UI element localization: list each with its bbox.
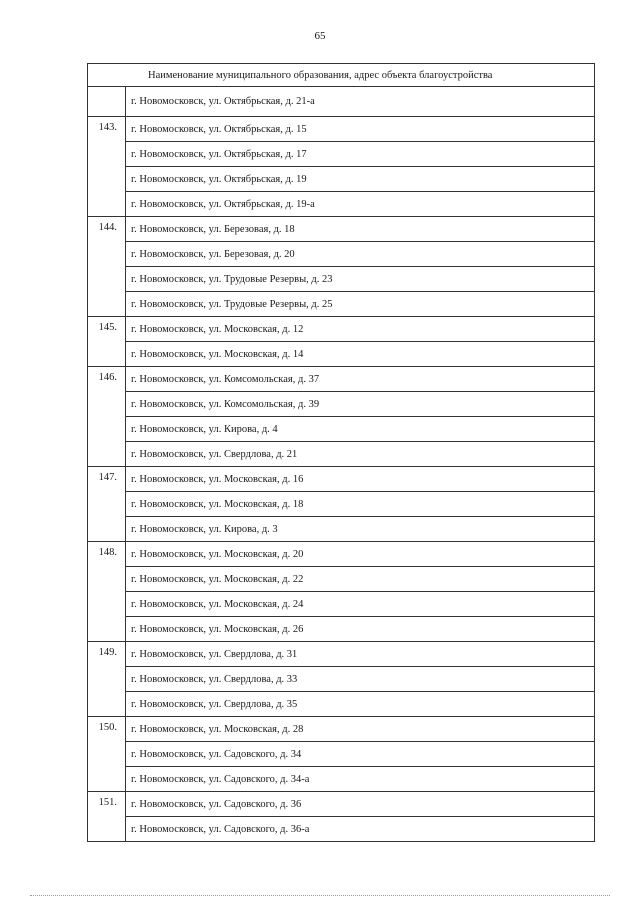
address-cell: г. Новомосковск, ул. Кирова, д. 4	[126, 417, 595, 442]
table-header: Наименование муниципального образования, адрес объекта благоустройства	[88, 64, 595, 87]
address-cell: г. Новомосковск, ул. Московская, д. 22	[126, 567, 595, 592]
table-row	[88, 367, 595, 392]
table-row	[88, 542, 595, 567]
table-row	[88, 417, 595, 442]
table-row	[88, 467, 595, 492]
page-number: 65	[314, 30, 326, 42]
item-number: 146.	[88, 367, 126, 467]
table-row	[88, 492, 595, 517]
table-row	[88, 267, 595, 292]
address-cell: г. Новомосковск, ул. Березовая, д. 20	[126, 242, 595, 267]
address-cell: г. Новомосковск, ул. Садовского, д. 34	[126, 742, 595, 767]
item-number: 144.	[88, 217, 126, 317]
address-cell: г. Новомосковск, ул. Октябрьская, д. 17	[126, 142, 595, 167]
table-row	[88, 692, 595, 717]
address-cell: г. Новомосковск, ул. Садовского, д. 36-а	[126, 817, 595, 842]
table-row	[88, 567, 595, 592]
table-row	[88, 217, 595, 242]
item-number: 151.	[88, 792, 126, 842]
table-row	[88, 392, 595, 417]
table-body	[88, 87, 595, 842]
address-cell: г. Новомосковск, ул. Трудовые Резервы, д. 23	[126, 267, 595, 292]
table-row	[88, 792, 595, 817]
address-cell: г. Новомосковск, ул. Октябрьская, д. 15	[126, 117, 595, 142]
address-cell: г. Новомосковск, ул. Комсомольская, д. 39	[126, 392, 595, 417]
address-cell: г. Новомосковск, ул. Московская, д. 20	[126, 542, 595, 567]
address-cell: г. Новомосковск, ул. Свердлова, д. 31	[126, 642, 595, 667]
item-number: 148.	[88, 542, 126, 642]
address-cell: г. Новомосковск, ул. Октябрьская, д. 21-а	[126, 87, 595, 117]
table-row	[88, 817, 595, 842]
table-row	[88, 317, 595, 342]
item-number: 147.	[88, 467, 126, 542]
item-number: 149.	[88, 642, 126, 717]
address-cell: г. Новомосковск, ул. Октябрьская, д. 19	[126, 167, 595, 192]
address-cell: г. Новомосковск, ул. Свердлова, д. 35	[126, 692, 595, 717]
address-cell: г. Новомосковск, ул. Комсомольская, д. 37	[126, 367, 595, 392]
table-row	[88, 617, 595, 642]
table-header-row	[88, 64, 595, 87]
table-row	[88, 87, 595, 117]
table-row	[88, 517, 595, 542]
address-cell: г. Новомосковск, ул. Свердлова, д. 33	[126, 667, 595, 692]
address-cell: г. Новомосковск, ул. Октябрьская, д. 19-а	[126, 192, 595, 217]
address-cell: г. Новомосковск, ул. Московская, д. 16	[126, 467, 595, 492]
item-number	[88, 87, 126, 117]
address-cell: г. Новомосковск, ул. Березовая, д. 18	[126, 217, 595, 242]
address-cell: г. Новомосковск, ул. Московская, д. 24	[126, 592, 595, 617]
table-row	[88, 242, 595, 267]
address-cell: г. Новомосковск, ул. Московская, д. 12	[126, 317, 595, 342]
table-row	[88, 717, 595, 742]
table-row	[88, 167, 595, 192]
address-cell: г. Новомосковск, ул. Московская, д. 18	[126, 492, 595, 517]
scan-artifact-line	[30, 895, 610, 898]
item-number: 143.	[88, 117, 126, 217]
table-row	[88, 767, 595, 792]
table-row	[88, 292, 595, 317]
address-cell: г. Новомосковск, ул. Московская, д. 14	[126, 342, 595, 367]
item-number: 145.	[88, 317, 126, 367]
item-number: 150.	[88, 717, 126, 792]
address-cell: г. Новомосковск, ул. Трудовые Резервы, д. 25	[126, 292, 595, 317]
address-table	[87, 63, 595, 842]
table-row	[88, 667, 595, 692]
address-cell: г. Новомосковск, ул. Свердлова, д. 21	[126, 442, 595, 467]
table-row	[88, 442, 595, 467]
address-cell: г. Новомосковск, ул. Московская, д. 26	[126, 617, 595, 642]
table-row	[88, 592, 595, 617]
address-cell: г. Новомосковск, ул. Садовского, д. 34-а	[126, 767, 595, 792]
table-row	[88, 342, 595, 367]
address-cell: г. Новомосковск, ул. Кирова, д. 3	[126, 517, 595, 542]
table-row	[88, 117, 595, 142]
table-row	[88, 192, 595, 217]
address-cell: г. Новомосковск, ул. Садовского, д. 36	[126, 792, 595, 817]
table-row	[88, 142, 595, 167]
address-cell: г. Новомосковск, ул. Московская, д. 28	[126, 717, 595, 742]
table-row	[88, 742, 595, 767]
table-row	[88, 642, 595, 667]
